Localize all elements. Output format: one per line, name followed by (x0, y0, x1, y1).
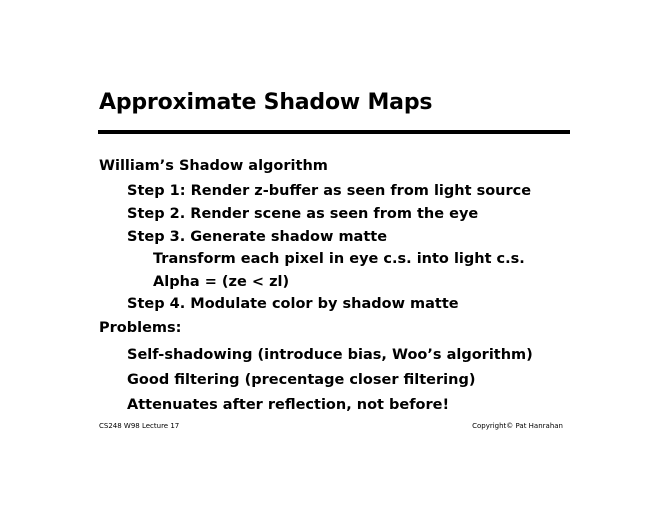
bullet-problem-attenuation: Attenuates after reflection, not before! (127, 397, 450, 413)
footer-course-label: CS248 W98 Lecture 17 (99, 422, 180, 430)
title-underline (98, 130, 570, 134)
bullet-problem-self-shadowing: Self-shadowing (introduce bias, Woo’s algorithm) (127, 347, 533, 363)
bullet-problem-filtering: Good filtering (precentage closer filtering) (127, 372, 476, 388)
bullet-step-3-transform: Transform each pixel in eye c.s. into light c.s. (153, 251, 525, 267)
bullet-problems: Problems: (99, 320, 182, 336)
bullet-step-4: Step 4. Modulate color by shadow matte (127, 296, 459, 312)
bullet-heading: William’s Shadow algorithm (99, 158, 328, 174)
slide-title: Approximate Shadow Maps (99, 90, 433, 115)
footer-copyright: Copyright© Pat Hanrahan (472, 422, 563, 430)
bullet-step-3: Step 3. Generate shadow matte (127, 229, 388, 245)
bullet-step-3-alpha: Alpha = (ze < zl) (153, 274, 290, 290)
bullet-step-1: Step 1: Render z-buffer as seen from light source (127, 183, 532, 199)
bullet-step-2: Step 2. Render scene as seen from the eye (127, 206, 479, 222)
